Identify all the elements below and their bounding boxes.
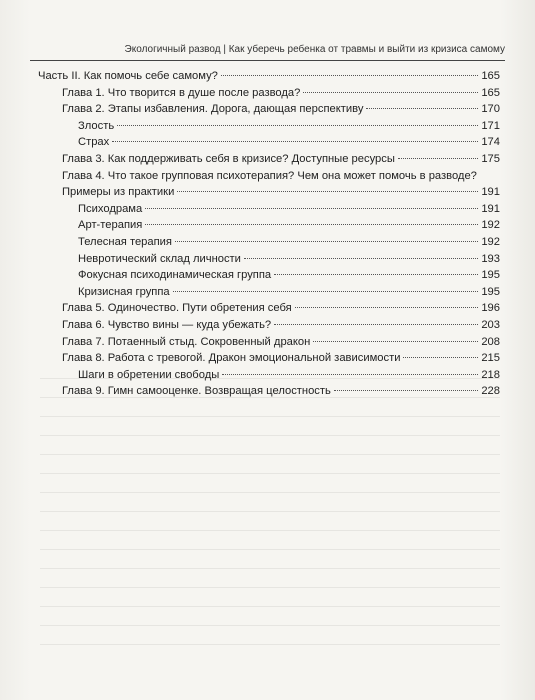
toc-entry-page: 228	[481, 385, 500, 398]
show-through-text	[40, 360, 500, 660]
toc-entry-title: Глава 7. Потаенный стыд. Сокровенный дракон	[62, 335, 311, 348]
table-of-contents	[38, 68, 500, 400]
toc-entry-title: Злость	[78, 119, 115, 132]
dot-leader	[177, 191, 478, 192]
toc-entry-title: Невротический склад личности	[78, 252, 241, 265]
toc-entry-title: Глава 1. Что творится в душе после развода?	[62, 86, 301, 99]
toc-entry-title: Глава 4. Что такое групповая психотерапия? Чем она может помочь в разводе?	[62, 169, 477, 182]
toc-entry-page: 195	[481, 269, 500, 282]
dot-leader	[244, 258, 478, 259]
toc-entry-page: 165	[481, 70, 500, 82]
toc-entry	[38, 201, 500, 218]
toc-entry	[38, 234, 500, 251]
dot-leader	[295, 307, 479, 308]
dot-leader	[366, 108, 478, 109]
toc-entry-title: Глава 5. Одиночество. Пути обретения себя	[62, 302, 292, 315]
toc-entry	[38, 284, 500, 301]
dot-leader	[145, 224, 478, 225]
toc-entry	[38, 267, 500, 284]
toc-entry	[38, 151, 500, 168]
toc-entry-title: Глава 8. Работа с тревогой. Дракон эмоциональной зависимости	[62, 352, 401, 365]
toc-entry	[38, 334, 500, 351]
dot-leader	[398, 158, 478, 159]
toc-entry	[38, 217, 500, 234]
toc-entry-title: Примеры из практики	[62, 186, 175, 199]
toc-entry-title: Телесная терапия	[78, 235, 172, 248]
toc-entry	[38, 85, 500, 102]
dot-leader	[221, 75, 478, 76]
toc-entry-page: 170	[481, 103, 500, 116]
toc-entry	[38, 251, 500, 268]
toc-entry-title: Глава 3. Как поддерживать себя в кризисе? Доступные ресурсы	[62, 152, 395, 165]
toc-entry-page: 165	[481, 86, 500, 99]
dot-leader	[403, 357, 478, 358]
toc-entry	[38, 300, 500, 317]
toc-entry-page: 192	[481, 235, 500, 248]
dot-leader	[274, 274, 478, 275]
dot-leader	[303, 92, 478, 93]
toc-entry-title: Фокусная психодинамическая группа	[78, 269, 272, 282]
dot-leader	[175, 241, 478, 242]
toc-entry	[38, 184, 500, 201]
toc-entry	[38, 168, 500, 185]
dot-leader	[173, 291, 479, 292]
toc-entry-page: 191	[481, 202, 500, 215]
toc-entry	[38, 118, 500, 135]
toc-entry-page: 215	[481, 352, 500, 365]
toc-entry-title: Арт-терапия	[78, 219, 143, 232]
dot-leader	[145, 208, 478, 209]
toc-entry-title: Часть II. Как помочь себе самому?	[38, 70, 218, 82]
toc-entry-page: 218	[481, 368, 500, 381]
toc-entry-page: 208	[481, 335, 500, 348]
toc-entry-page: 195	[481, 285, 500, 298]
dot-leader	[313, 341, 478, 342]
toc-entry-title: Глава 6. Чувство вины — куда убежать?	[62, 318, 272, 331]
toc-entry	[38, 317, 500, 334]
toc-entry-page: 191	[481, 186, 500, 199]
running-header: Экологичный развод | Как уберечь ребенка от травмы и выйти из кризиса самому	[124, 44, 505, 55]
toc-entry-page: 192	[481, 219, 500, 232]
toc-entry-title: Кризисная группа	[78, 285, 170, 298]
toc-entry-page: 196	[481, 302, 500, 315]
toc-entry-page: 171	[481, 119, 500, 132]
toc-entry-page: 175	[481, 152, 500, 165]
toc-entry-title: Глава 9. Гимн самооценке. Возвращая целостность	[62, 385, 331, 398]
toc-entry	[38, 101, 500, 118]
dot-leader	[112, 141, 478, 142]
toc-entry-page: 203	[481, 318, 500, 331]
dot-leader	[117, 125, 478, 126]
toc-entry	[38, 68, 500, 85]
toc-entry-title: Шаги в обретении свободы	[78, 368, 220, 381]
header-rule	[30, 60, 505, 61]
toc-entry-title: Глава 2. Этапы избавления. Дорога, дающая перспективу	[62, 103, 364, 116]
toc-entry-page: 193	[481, 252, 500, 265]
dot-leader	[274, 324, 478, 325]
toc-entry	[38, 134, 500, 151]
toc-entry-title: Страх	[78, 136, 110, 149]
toc-entry-title: Психодрама	[78, 202, 143, 215]
toc-entry-page: 174	[481, 136, 500, 149]
